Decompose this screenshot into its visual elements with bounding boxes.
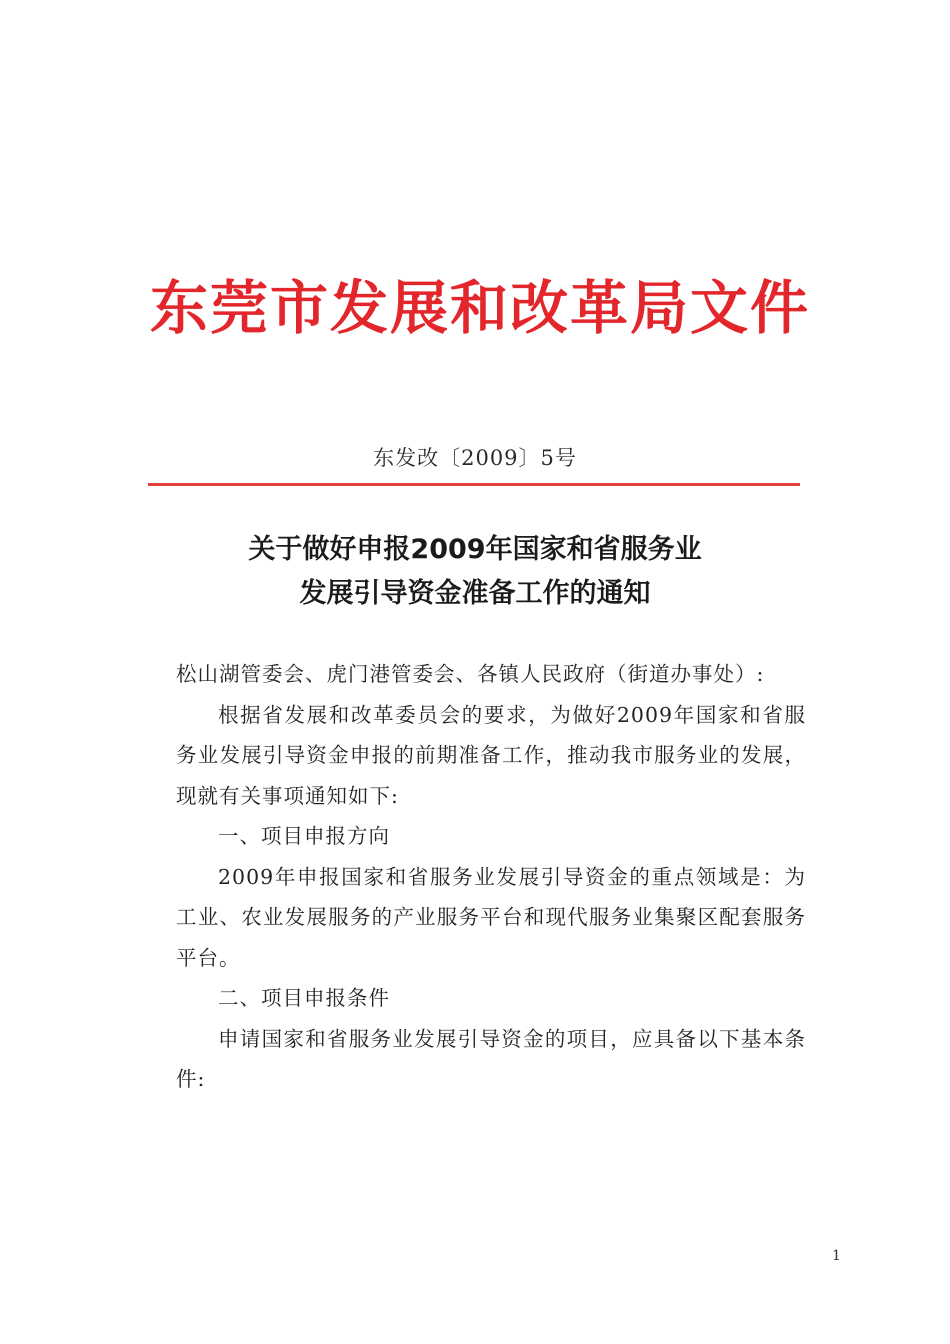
notice-title-line-1: 关于做好申报2009年国家和省服务业 xyxy=(248,534,702,565)
page-number: 1 xyxy=(832,1248,841,1264)
paragraph-conditions: 申请国家和省服务业发展引导资金的项目，应具备以下基本条件: xyxy=(176,1026,806,1091)
red-divider-line xyxy=(148,483,800,486)
salutation: 松山湖管委会、虎门港管委会、各镇人民政府（街道办事处）: xyxy=(176,662,765,686)
document-number: 东发改〔2009〕5号 xyxy=(373,446,577,470)
notice-body xyxy=(176,654,806,1100)
notice-title-line-2: 发展引导资金准备工作的通知 xyxy=(299,578,651,609)
masthead-title: 东莞市发展和改革局文件 xyxy=(150,274,811,342)
paragraph-intro: 根据省发展和改革委员会的要求，为做好2009年国家和省服务业发展引导资金申报的前期准备工作，推动我市服务业的发展，现就有关事项通知如下: xyxy=(176,702,806,808)
notice-title xyxy=(150,528,800,616)
section-heading-1: 一、项目申报方向 xyxy=(218,824,390,848)
section-heading-2: 二、项目申报条件 xyxy=(218,986,390,1010)
paragraph-focus-areas: 2009年申报国家和省服务业发展引导资金的重点领域是：为工业、农业发展服务的产业服务平台和现代服务业集聚区配套服务平台。 xyxy=(176,864,806,970)
